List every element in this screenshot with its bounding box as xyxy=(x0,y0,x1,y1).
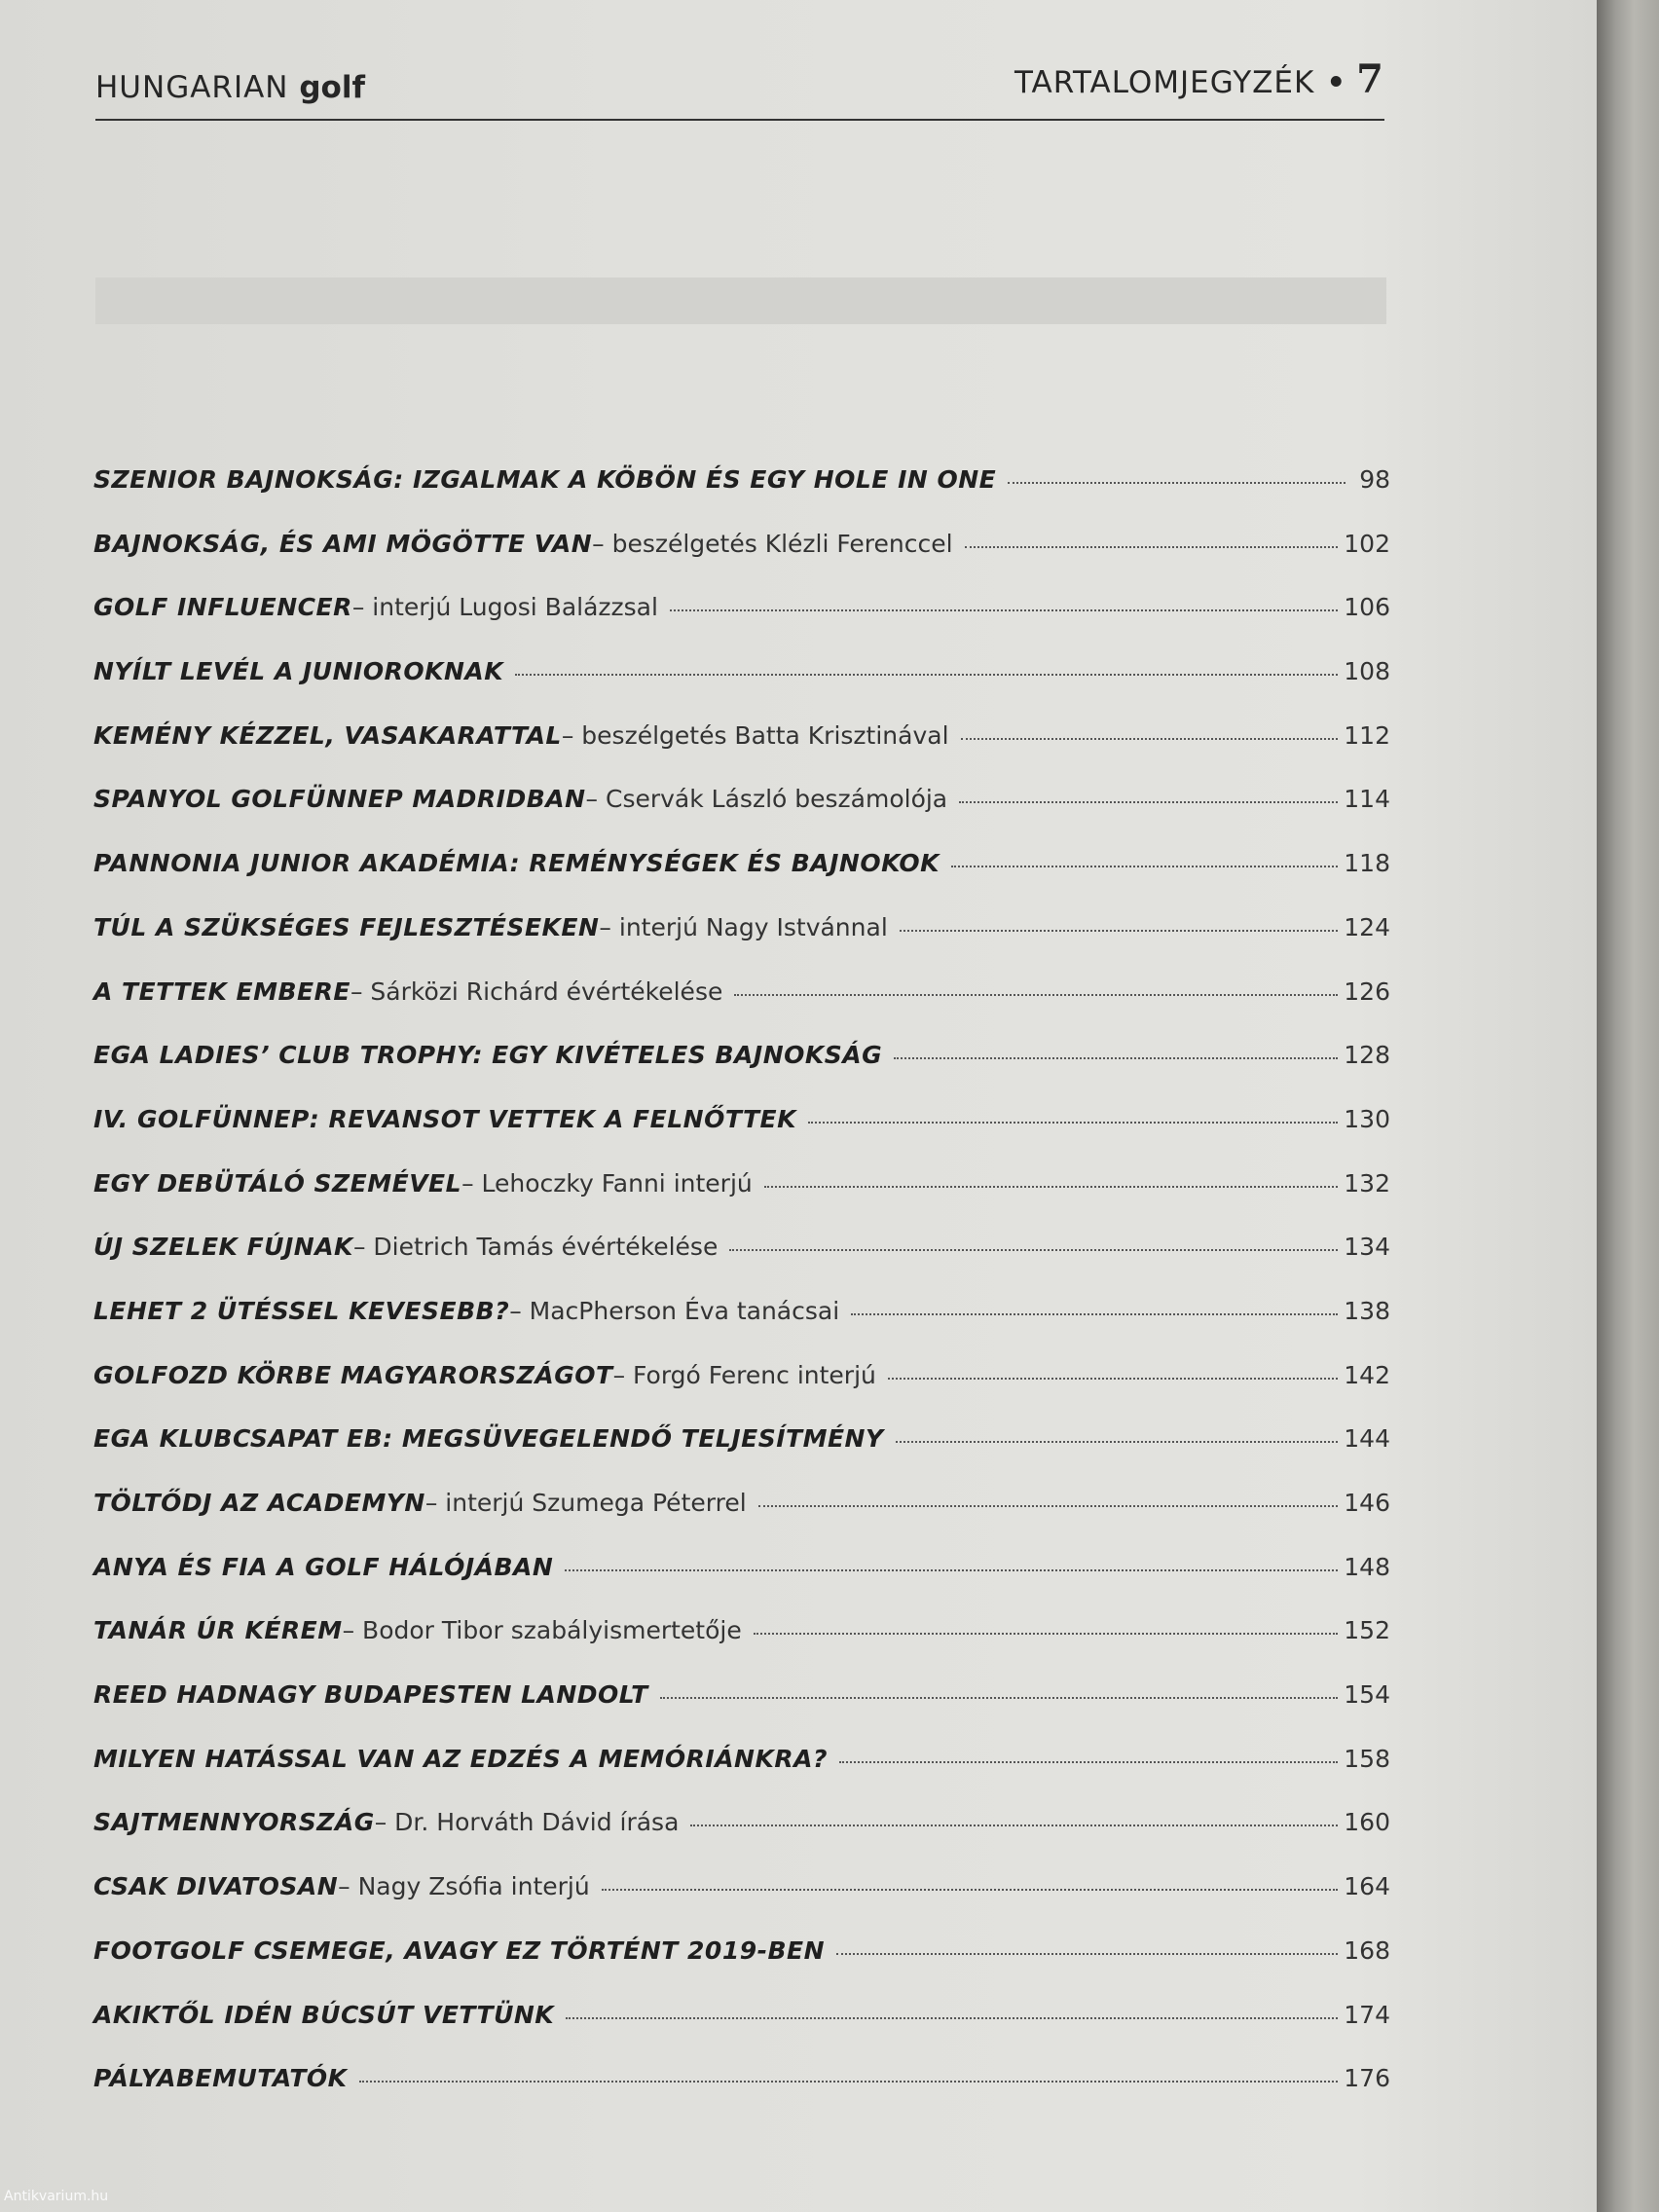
toc-entry-subtitle: – beszélgetés Batta Krisztinával xyxy=(561,720,949,750)
dot-leader xyxy=(1008,482,1346,484)
page-edge-shadow xyxy=(1597,0,1659,2212)
toc-entry-title: REED HADNAGY BUDAPESTEN LANDOLT xyxy=(93,1680,648,1710)
toc-entry-title: AKIKTŐL IDÉN BÚCSÚT VETTÜNK xyxy=(93,2000,555,2029)
dot-leader xyxy=(894,1057,1338,1059)
dot-leader xyxy=(754,1633,1339,1635)
toc-entry xyxy=(93,1424,1390,1489)
toc-entry-subtitle: – Lehoczky Fanni interjú xyxy=(461,1168,753,1198)
toc-entry-subtitle: – interjú Nagy Istvánnal xyxy=(599,912,888,941)
toc-entry-page: 128 xyxy=(1344,1041,1390,1070)
dot-leader xyxy=(660,1697,1339,1699)
toc-entry-page: 118 xyxy=(1344,849,1390,878)
toc-entry-page: 154 xyxy=(1344,1680,1390,1710)
toc-entry-subtitle: – Bodor Tibor szabályismertetője xyxy=(342,1616,742,1645)
toc-entry-title: TÚL A SZÜKSÉGES FEJLESZTÉSEKEN xyxy=(93,912,600,941)
toc-entry xyxy=(93,1489,1390,1553)
toc-entry xyxy=(93,1553,1390,1617)
toc-entry xyxy=(93,1105,1390,1169)
dot-leader xyxy=(566,2017,1338,2019)
toc-entry-page: 106 xyxy=(1344,593,1390,622)
toc-entry-title: SZENIOR BAJNOKSÁG: IZGALMAK A KÖBÖN ÉS EGY HOLE IN ONE xyxy=(93,465,997,494)
dot-leader xyxy=(965,546,1339,548)
toc-entry-page: 134 xyxy=(1344,1233,1390,1262)
toc-entry-page: 98 xyxy=(1359,465,1390,494)
dot-leader xyxy=(515,674,1338,676)
toc-entry-page: 158 xyxy=(1344,1744,1390,1773)
show-through-band xyxy=(95,277,1386,324)
brand-light-text: HUNGARIAN xyxy=(95,70,289,105)
toc-entry xyxy=(93,1169,1390,1234)
dot-leader xyxy=(888,1378,1338,1380)
toc-entry xyxy=(93,977,1390,1042)
toc-entry xyxy=(93,913,1390,977)
toc-entry-subtitle: – Cservák László beszámolója xyxy=(585,785,948,814)
toc-entry-page: 142 xyxy=(1344,1360,1390,1389)
dot-leader xyxy=(896,1441,1339,1443)
toc-entry xyxy=(93,1041,1390,1105)
toc-entry-subtitle: – Dietrich Tamás évértékelése xyxy=(352,1233,719,1262)
toc-entry-page: 108 xyxy=(1344,657,1390,686)
toc-entry-page: 146 xyxy=(1344,1489,1390,1517)
toc-entry xyxy=(93,785,1390,849)
toc-entry-title: TÖLTŐDJ AZ ACADEMYN xyxy=(93,1489,425,1517)
dot-leader xyxy=(808,1122,1338,1124)
dot-leader xyxy=(690,1825,1338,1826)
toc-entry xyxy=(93,1936,1390,2001)
toc-entry-title: IV. GOLFÜNNEP: REVANSOT VETTEK A FELNŐTTEK xyxy=(93,1104,796,1133)
toc-entry-page: 144 xyxy=(1344,1424,1390,1454)
toc-entry-title: EGA KLUBCSAPAT EB: MEGSÜVEGELENDŐ TELJESÍTMÉNY xyxy=(93,1424,884,1454)
toc-entry xyxy=(93,1872,1390,1936)
dot-leader xyxy=(602,1889,1339,1891)
dot-leader xyxy=(961,738,1339,740)
dot-leader xyxy=(839,1761,1338,1763)
dot-leader xyxy=(729,1249,1338,1251)
toc-entry xyxy=(93,1361,1390,1425)
dot-leader xyxy=(359,2081,1339,2083)
toc-entry-title: SAJTMENNYORSZÁG xyxy=(93,1808,375,1837)
toc-entry-page: 168 xyxy=(1344,1936,1390,1965)
magazine-brand xyxy=(95,70,365,105)
toc-entry-title: KEMÉNY KÉZZEL, VASAKARATTAL xyxy=(93,720,562,750)
toc-entry-page: 138 xyxy=(1344,1296,1390,1325)
toc-entry-title: GOLF INFLUENCER xyxy=(93,593,352,622)
dot-leader xyxy=(959,801,1338,803)
toc-entry-page: 152 xyxy=(1344,1616,1390,1645)
toc-entry xyxy=(93,1808,1390,1872)
table-of-contents xyxy=(93,465,1390,2128)
toc-entry-title: FOOTGOLF CSEMEGE, AVAGY EZ TÖRTÉNT 2019-BEN xyxy=(93,1936,826,1965)
toc-entry xyxy=(93,1680,1390,1745)
toc-entry-subtitle: – MacPherson Éva tanácsai xyxy=(509,1296,840,1325)
toc-entry-page: 124 xyxy=(1344,912,1390,941)
dot-leader xyxy=(764,1186,1339,1188)
toc-entry-title: A TETTEK EMBERE xyxy=(93,977,350,1006)
toc-entry xyxy=(93,1616,1390,1680)
toc-entry-page: 126 xyxy=(1344,977,1390,1006)
toc-entry-title: TANÁR ÚR KÉREM xyxy=(93,1616,343,1645)
toc-entry-subtitle: – interjú Szumega Péterrel xyxy=(424,1489,747,1517)
toc-entry-subtitle: – Dr. Horváth Dávid írása xyxy=(374,1808,680,1837)
section-title: TARTALOMJEGYZÉK xyxy=(1014,65,1315,100)
toc-entry xyxy=(93,1745,1390,1809)
toc-entry-title: LEHET 2 ÜTÉSSEL KEVESEBB? xyxy=(93,1296,510,1325)
toc-entry-title: NYÍLT LEVÉL A JUNIOROKNAK xyxy=(93,657,504,686)
toc-entry-subtitle: – interjú Lugosi Balázzsal xyxy=(351,593,658,622)
toc-entry-subtitle: – beszélgetés Klézli Ferenccel xyxy=(592,529,953,558)
toc-entry xyxy=(93,530,1390,594)
toc-entry-subtitle: – Forgó Ferenc interjú xyxy=(612,1360,876,1389)
toc-entry xyxy=(93,465,1390,530)
toc-entry-title: PANNONIA JUNIOR AKADÉMIA: REMÉNYSÉGEK ÉS BAJNOKOK xyxy=(93,849,940,878)
page-number: 7 xyxy=(1356,56,1384,102)
toc-entry-page: 148 xyxy=(1344,1552,1390,1581)
toc-entry-page: 132 xyxy=(1344,1168,1390,1198)
toc-entry-page: 160 xyxy=(1344,1808,1390,1837)
toc-entry xyxy=(93,1297,1390,1361)
toc-entry-subtitle: – Nagy Zsófia interjú xyxy=(338,1872,590,1901)
dot-leader xyxy=(734,994,1338,996)
dot-leader xyxy=(758,1505,1339,1507)
bullet-icon: • xyxy=(1326,65,1347,100)
toc-entry xyxy=(93,2001,1390,2065)
toc-entry-title: ANYA ÉS FIA A GOLF HÁLÓJÁBAN xyxy=(93,1552,554,1581)
dot-leader xyxy=(670,609,1338,611)
toc-entry-title: GOLFOZD KÖRBE MAGYARORSZÁGOT xyxy=(93,1360,613,1389)
toc-entry-subtitle: – Sárközi Richárd évértékelése xyxy=(350,977,723,1006)
toc-entry xyxy=(93,1233,1390,1297)
toc-entry-page: 164 xyxy=(1344,1872,1390,1901)
toc-entry-title: PÁLYABEMUTATÓK xyxy=(93,2064,348,2093)
toc-entry xyxy=(93,721,1390,786)
toc-entry-page: 102 xyxy=(1344,529,1390,558)
toc-entry-title: MILYEN HATÁSSAL VAN AZ EDZÉS A MEMÓRIÁNKRA? xyxy=(93,1744,828,1773)
toc-entry-title: CSAK DIVATOSAN xyxy=(93,1872,339,1901)
section-heading xyxy=(1014,56,1384,102)
watermark: Antikvarium.hu xyxy=(4,2189,109,2204)
toc-entry-title: EGY DEBÜTÁLÓ SZEMÉVEL xyxy=(93,1168,462,1198)
toc-entry-page: 112 xyxy=(1344,720,1390,750)
toc-entry xyxy=(93,2064,1390,2128)
dot-leader xyxy=(951,866,1338,867)
toc-entry-title: SPANYOL GOLFÜNNEP MADRIDBAN xyxy=(93,785,586,814)
toc-entry xyxy=(93,593,1390,657)
toc-entry-page: 176 xyxy=(1344,2064,1390,2093)
brand-bold-text: golf xyxy=(299,70,365,105)
toc-entry-page: 114 xyxy=(1344,785,1390,814)
toc-entry-page: 174 xyxy=(1344,2000,1390,2029)
toc-entry xyxy=(93,849,1390,913)
toc-entry xyxy=(93,657,1390,721)
toc-entry-title: ÚJ SZELEK FÚJNAK xyxy=(93,1233,353,1262)
dot-leader xyxy=(565,1569,1338,1571)
toc-entry-page: 130 xyxy=(1344,1104,1390,1133)
dot-leader xyxy=(836,1953,1338,1955)
running-header xyxy=(95,51,1384,121)
dot-leader xyxy=(851,1313,1338,1315)
dot-leader xyxy=(900,930,1339,932)
toc-entry-title: BAJNOKSÁG, ÉS AMI MÖGÖTTE VAN xyxy=(93,529,593,558)
toc-entry-title: EGA LADIES’ CLUB TROPHY: EGY KIVÉTELES BAJNOKSÁG xyxy=(93,1041,883,1070)
